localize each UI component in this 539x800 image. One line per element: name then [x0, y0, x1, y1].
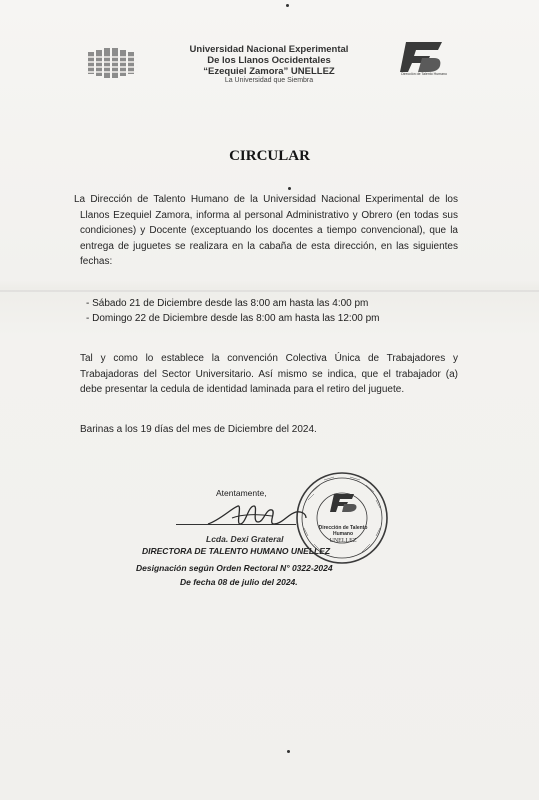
header-line-3: “Ezequiel Zamora” UNELLEZ — [203, 66, 335, 77]
body-paragraph-2: Tal y como lo establece la convención Colectiva Única de Trabajadores y Trabajadoras del Sector Universitario. Así mismo se indica, que el trabajador (a) debe presentar la cedula de identidad laminada para el retiro del juguete. — [80, 353, 458, 396]
header-line-2: De los Llanos Occidentales — [207, 55, 331, 66]
university-header — [150, 44, 388, 85]
place-date-line: Barinas a los 19 días del mes de Diciembre del 2024. — [80, 424, 317, 435]
body-paragraph-1: La Dirección de Talento Humano de la Universidad Nacional Experimental de los Llanos Ezequiel Zamora, informa al personal Administrativo y Obrero (en todas sus condiciones) y Docente (exceptuando los docentes a tiempo convencional), que la entrega de juguetes se realizara en la cabaña de esta dirección, en las siguientes fechas: — [74, 194, 458, 268]
date-item: - Sábado 21 de Diciembre desde las 8:00 am hasta las 4:00 pm — [86, 298, 369, 309]
stamp-text: Dirección de Talento Humano — [318, 525, 368, 537]
signer-role: DIRECTORA DE TALENTO HUMANO UNELLEZ — [142, 546, 331, 556]
stamp-text: UNELLEZ — [329, 538, 357, 544]
date-item: - Domingo 22 de Diciembre desde las 8:00 am hasta las 12:00 pm — [86, 313, 380, 324]
speck — [286, 4, 289, 7]
signature-line — [176, 524, 296, 525]
dates-list — [86, 296, 380, 326]
unellez-logo-icon — [86, 44, 142, 82]
logo-caption: Dirección de Talento Humano — [401, 72, 447, 76]
header-slogan: La Universidad que Siembra — [224, 77, 314, 84]
header-line-1: Universidad Nacional Experimental — [189, 44, 349, 55]
speck — [287, 750, 290, 753]
signer-designation: Designación según Orden Rectoral N° 0322-2024 — [136, 563, 333, 573]
talento-humano-logo-icon — [398, 36, 448, 86]
page-fold — [0, 290, 539, 292]
closing-text: Atentamente, — [216, 488, 267, 498]
speck — [288, 187, 291, 190]
designation-date: De fecha 08 de julio del 2024. — [180, 577, 298, 587]
document-title: CIRCULAR — [229, 148, 310, 164]
handwritten-signature-icon — [202, 494, 312, 534]
signer-name: Lcda. Dexi Grateral — [206, 534, 284, 544]
